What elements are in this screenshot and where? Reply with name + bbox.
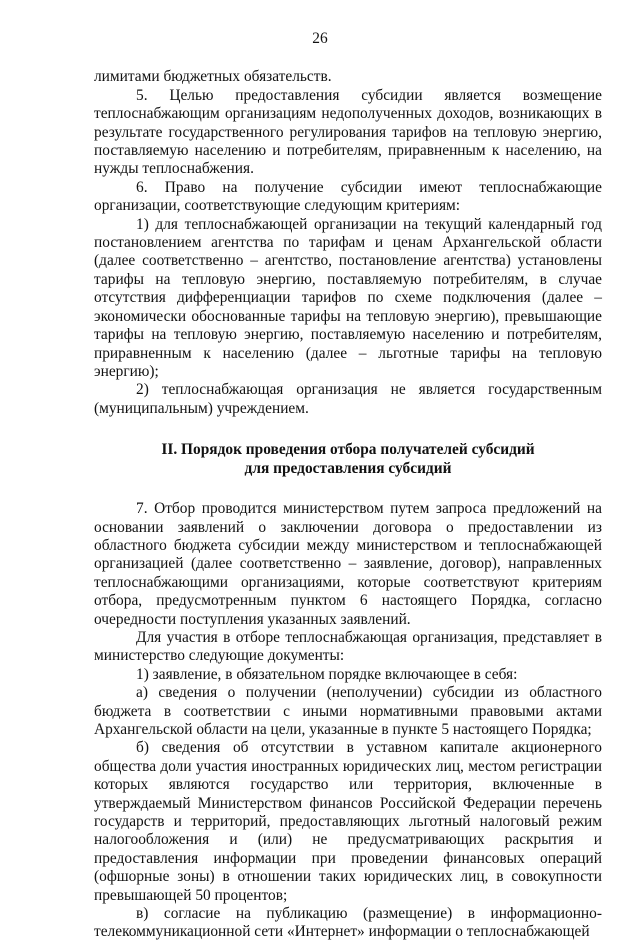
paragraph-documents-1c: в) согласие на публикацию (размещение) в информационно-телекоммуникационной сети «Интернет» информации о теплоснабжающей bbox=[94, 905, 602, 941]
body-text-bottom bbox=[94, 500, 602, 942]
paragraph-documents-1: 1) заявление, в обязательном порядке включающее в себя: bbox=[136, 665, 518, 683]
section-heading-line-2: для предоставления субсидий bbox=[244, 460, 452, 478]
paragraph-documents-intro: Для участия в отборе теплоснабжающая организация, представляет в министерство следующие документы: bbox=[94, 628, 602, 665]
section-heading bbox=[94, 440, 602, 478]
paragraph-continuation: лимитами бюджетных обязательств. bbox=[94, 68, 332, 86]
paragraph-item-6: 6. Право на получение субсидии имеют теплоснабжающие организации, соответствующие следующим критериям: bbox=[94, 178, 602, 215]
section-heading-line-1: II. Порядок проведения отбора получателей субсидий bbox=[161, 441, 535, 459]
paragraph-item-7: 7. Отбор проводится министерством путем запроса предложений на основании заявлений о заключении договора о предоставлении из областного бюджета субсидии между министерством и теплоснабжающей организацией (далее соответственно – заявление, договор), направленных теплоснабжающими организациями, которые соответствуют критериям отбора, предусмотренным пунктом 6 настоящего Порядка, согласно очередности поступления указанных заявлений. bbox=[94, 500, 602, 628]
body-text-top bbox=[94, 68, 602, 418]
paragraph-item-6-1: 1) для теплоснабжающей организации на текущий календарный год постановлением агентства по тарифам и ценам Архангельской области (далее соответственно – агентство, постановление агентства) установлены тарифы на тепловую энергию, поставляемую потребителям, в случае отсутствия дифференциации тарифов по схеме подключения (далее – экономически обоснованные тарифы на тепловую энергию), превышающие тарифы на тепловую энергию, поставляемую населению и потребителям, приравненным к населению (далее – льготные тарифы на тепловую энергию); bbox=[94, 215, 602, 380]
paragraph-item-6-2: 2) теплоснабжающая организация не является государственным (муниципальным) учреждением. bbox=[94, 381, 602, 417]
paragraph-item-5: 5. Целью предоставления субсидии является возмещение теплоснабжающим организациям недополученных доходов, возникающих в результате государственного регулирования тарифов на тепловую энергию, поставляемую населению и потребителям, приравненным к населению, на нужды теплоснабжения. bbox=[94, 86, 602, 178]
paragraph-documents-1b: б) сведения об отсутствии в уставном капитале акционерного общества доли участия иностранных юридических лиц, местом регистрации которых являются государство или территория, включенные в утверждаемый Министерством финансов Российской Федерации перечень государств и территорий, предоставляющих льготный налоговый режим налогообложения и (или) не предусматривающих раскрытия и предоставления информации при проведении финансовых операций (офшорные зоны) в отношении таких юридических лиц, в совокупности превышающей 50 процентов; bbox=[94, 739, 602, 904]
page-number: 26 bbox=[312, 30, 328, 47]
paragraph-documents-1a: а) сведения о получении (неполучении) субсидии из областного бюджета в соответствии с иными нормативными правовыми актами Архангельской области на цели, указанные в пункте 5 настоящего Порядка; bbox=[94, 684, 602, 738]
